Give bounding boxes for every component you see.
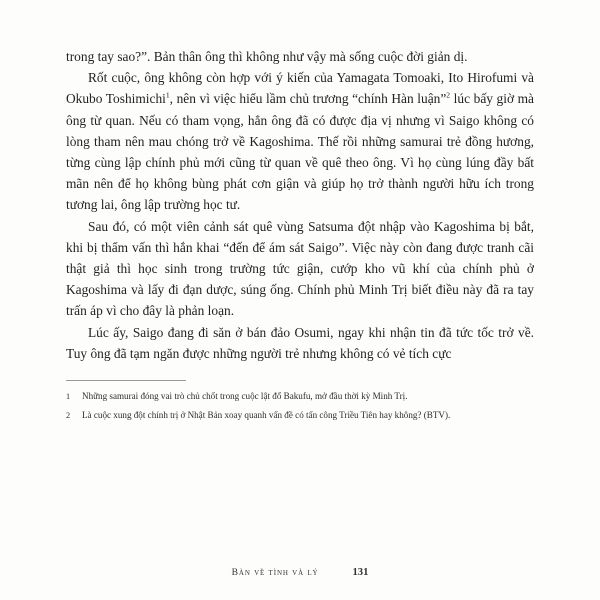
- paragraph-1: trong tay sao?”. Bản thân ông thì không như vậy mà sống cuộc đời giản dị.: [66, 49, 468, 64]
- paragraph-2-part-1: Rốt cuộc, ông không còn hợp với ý kiến của Yamagata Tomoaki, Ito Hirofumi và Okubo Toshimichi: [66, 70, 534, 107]
- page-footer: [66, 567, 534, 578]
- paragraph-2-part-3: lúc bấy giờ mà ông từ quan. Nếu có tham vọng, hẳn ông đã có được địa vị nhưng vì Saigo không có lòng tham nên mau chóng trở về Kagoshima. Thế rồi những samurai trẻ đồng hương, từng cùng lập chính phủ mới cũng từ quan về quê theo ông. Vì họ cùng lúng đầy bất mãn nên để họ không bùng phát cơn giận và giúp họ trở thành người hữu ích trong tương lai, ông lập trường học tư.: [66, 91, 534, 213]
- footnote-separator: [66, 380, 186, 381]
- footnotes-area: [66, 390, 534, 422]
- paragraph-4: Lúc ấy, Saigo đang đi săn ở bán đảo Osumi, ngay khi nhận tin đã tức tốc trở về. Tuy ông đã tạm ngăn được những người trẻ nhưng không có vẻ tích cực: [66, 324, 534, 361]
- footnote-text: Những samurai đóng vai trò chủ chốt trong cuộc lật đổ Bakufu, mở đầu thời kỳ Minh Trị.: [82, 391, 408, 402]
- paragraph-3: Sau đó, có một viên cảnh sát quê vùng Satsuma đột nhập vào Kagoshima bị bắt, khi bị thẩm vấn thì hắn khai “đến để ám sát Saigo”. Việc này còn đang được tranh cãi thật giả thì học sinh trong trường tức giận, cướp kho vũ khí của chính phủ ở Kagoshima và lấy đi đạn dược, súng ống. Chính phủ Minh Trị biết điều này đã ra tay trấn áp vì cho đây là phản loạn.: [66, 218, 534, 319]
- footnote-number: 1: [66, 392, 71, 402]
- running-title: Bàn về tình và lý: [231, 567, 319, 578]
- paragraph-2-part-2: , nên vì việc hiểu lầm chủ trương “chính Hàn luận”: [169, 91, 447, 107]
- page-number: 131: [352, 567, 369, 578]
- page-body: [66, 46, 534, 364]
- footnote-reference-1[interactable]: 1: [165, 90, 170, 100]
- footnote-number: 2: [66, 410, 71, 420]
- footnote-item: [66, 409, 534, 423]
- footnote-text: Là cuộc xung đột chính trị ở Nhật Bản xoay quanh vấn đề có tấn công Triều Tiên hay không? (BTV).: [82, 409, 451, 420]
- paragraph-2: [66, 67, 534, 215]
- footnote-reference-2[interactable]: 2: [446, 90, 451, 100]
- footnote-item: [66, 390, 534, 404]
